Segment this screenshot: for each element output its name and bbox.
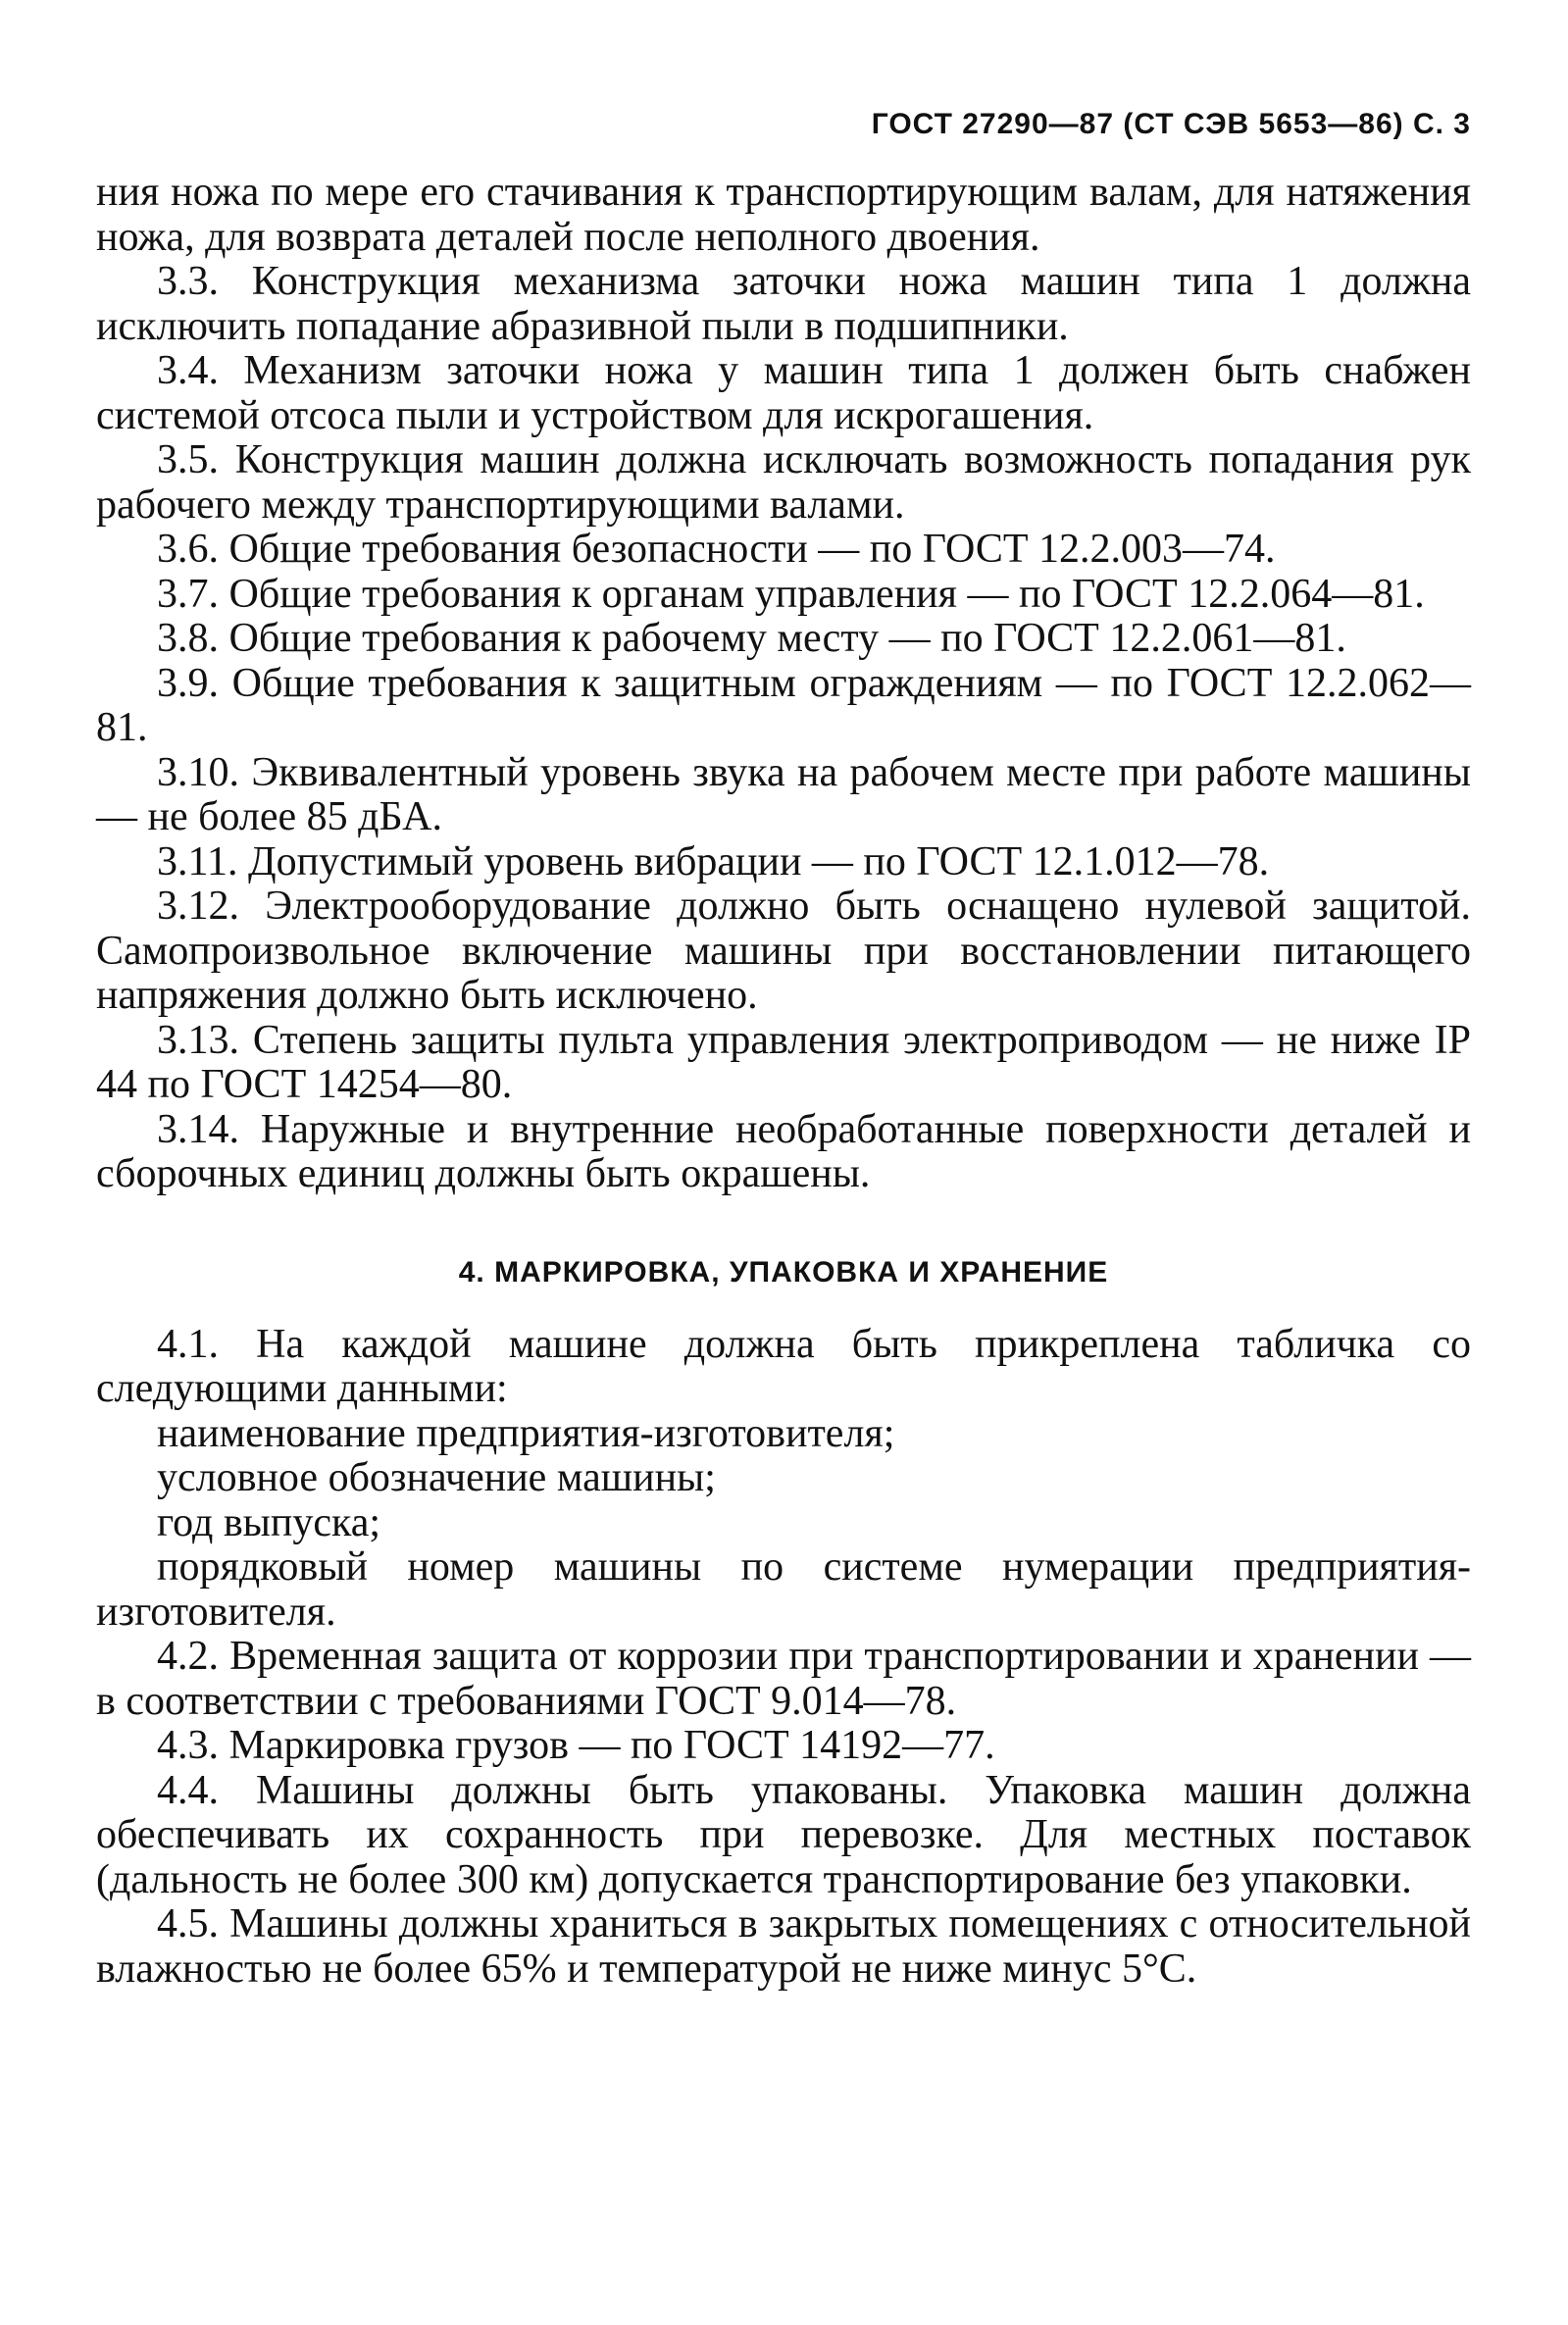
section-4-body [96, 1323, 1471, 1993]
paragraph-3-9: 3.9. Общие требования к защитным ограждениям — по ГОСТ 12.2.062—81. [96, 660, 1471, 750]
paragraph-4-2: 4.2. Временная защита от коррозии при транспортировании и хранении — в соответствии с требованиями ГОСТ 9.014—78. [96, 1634, 1471, 1724]
paragraph-3-5: 3.5. Конструкция машин должна исключать возможность попадания рук рабочего между транспортирующими валами. [96, 437, 1471, 528]
paragraph-3-8: 3.8. Общие требования к рабочему месту — по ГОСТ 12.2.061—81. [157, 616, 1346, 661]
paragraph-3-2-continued: ния ножа по мере его стачивания к транспортирующим валам, для натяжения ножа, для возврата деталей после неполного двоения. [96, 170, 1471, 260]
paragraph-4-3: 4.3. Маркировка грузов — по ГОСТ 14192—77. [157, 1723, 995, 1768]
paragraph-3-13: 3.13. Степень защиты пульта управления электроприводом — не ниже IP 44 по ГОСТ 14254—80. [96, 1017, 1471, 1107]
section-3-body [96, 171, 1471, 1197]
paragraph-3-10: 3.10. Эквивалентный уровень звука на рабочем месте при работе машины — не более 85 дБА. [96, 749, 1471, 839]
paragraph-3-7: 3.7. Общие требования к органам управления — по ГОСТ 12.2.064—81. [157, 571, 1425, 617]
paragraph-3-6: 3.6. Общие требования безопасности — по ГОСТ 12.2.003—74. [157, 527, 1276, 572]
section-4-title: 4. МАРКИРОВКА, УПАКОВКА И ХРАНЕНИЕ [458, 1255, 1109, 1289]
list-item-manufacturer: наименование предприятия-изготовителя; [157, 1410, 895, 1456]
paragraph-3-3: 3.3. Конструкция механизма заточки ножа машин типа 1 должна исключить попадание абразивной пыли в подшипники. [96, 259, 1471, 349]
paragraph-3-4: 3.4. Механизм заточки ножа у машин типа 1 должен быть снабжен системой отсоса пыли и устройством для искрогашения. [96, 348, 1471, 438]
running-header: ГОСТ 27290—87 (СТ СЭВ 5653—86) С. 3 [871, 108, 1471, 140]
paragraph-4-5: 4.5. Машины должны храниться в закрытых помещениях с относительной влажностью не более 65% и температурой не ниже минус 5°С. [96, 1901, 1471, 1992]
paragraph-3-11: 3.11. Допустимый уровень вибрации — по ГОСТ 12.1.012—78. [157, 838, 1270, 885]
list-item-year: год выпуска; [157, 1499, 381, 1545]
document-page [96, 108, 1471, 1992]
paragraph-4-4: 4.4. Машины должны быть упакованы. Упаковка машин должна обеспечивать их сохранность при перевозке. Для местных поставок (дальность не более 300 км) допускается транспортирование без упаковки. [96, 1767, 1471, 1902]
paragraph-3-14: 3.14. Наружные и внутренние необработанные поверхности деталей и сборочных единиц должны быть окрашены. [96, 1106, 1471, 1196]
paragraph-3-12: 3.12. Электрооборудование должно быть оснащено нулевой защитой. Самопроизвольное включение машины при восстановлении питающего напряжения должно быть исключено. [96, 884, 1471, 1018]
paragraph-4-1: 4.1. На каждой машине должна быть прикреплена табличка со следующими данными: [96, 1321, 1471, 1411]
list-item-serial-number: порядковый номер машины по системе нумерации предприятия-изготовителя. [96, 1544, 1471, 1635]
list-item-designation: условное обозначение машины; [157, 1455, 716, 1500]
